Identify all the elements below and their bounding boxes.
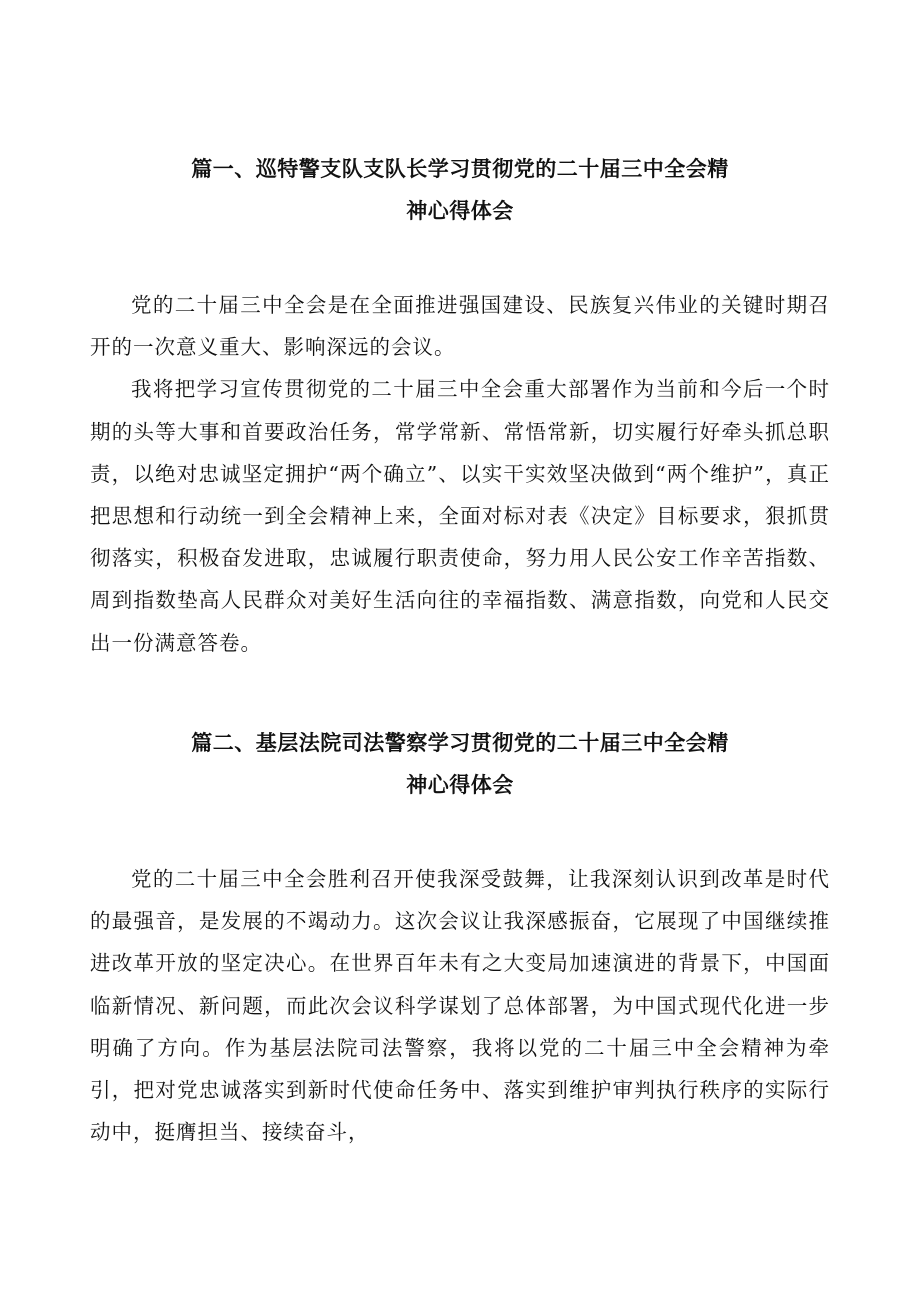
section-1-heading-line-2: 神心得体会 [406,199,514,223]
section-2-heading-line-2: 神心得体会 [406,773,514,797]
section-1 [90,148,830,664]
section-2-heading [90,722,830,806]
section-1-heading [90,148,830,232]
section-2 [90,722,830,1153]
section-2-paragraph-1: 党的二十届三中全会胜利召开使我深受鼓舞，让我深刻认识到改革是时代的最强音，是发展的不竭动力。这次会议让我深感振奋，它展现了中国继续推进改革开放的坚定决心。在世界百年未有之大变局加速演进的背景下，中国面临新情况、新问题，而此次会议科学谋划了总体部署，为中国式现代化进一步明确了方向。作为基层法院司法警察，我将以党的二十届三中全会精神为牵引，把对党忠诚落实到新时代使命任务中、落实到维护审判执行秩序的实际行动中，挺膺担当、接续奋斗， [90,867,830,1145]
section-2-heading-line-1: 篇二、基层法院司法警察学习贯彻党的二十届三中全会精 [191,731,729,755]
section-1-paragraph-1: 党的二十届三中全会是在全面推进强国建设、民族复兴伟业的关键时期召开的一次意义重大、影响深远的会议。 [90,293,830,360]
section-1-heading-line-1: 篇一、巡特警支队支队长学习贯彻党的二十届三中全会精 [191,157,729,181]
section-1-paragraph-2: 我将把学习宣传贯彻党的二十届三中全会重大部署作为当前和今后一个时期的头等大事和首要政治任务，常学常新、常悟常新，切实履行好牵头抓总职责，以绝对忠诚坚定拥护“两个确立”、以实干实效坚决做到“两个维护”，真正把思想和行动统一到全会精神上来，全面对标对表《决定》目标要求，狠抓贯彻落实，积极奋发进取，忠诚履行职责使命，努力用人民公安工作辛苦指数、周到指数垫高人民群众对美好生活向往的幸福指数、满意指数，向党和人民交出一份满意答卷。 [90,377,830,655]
